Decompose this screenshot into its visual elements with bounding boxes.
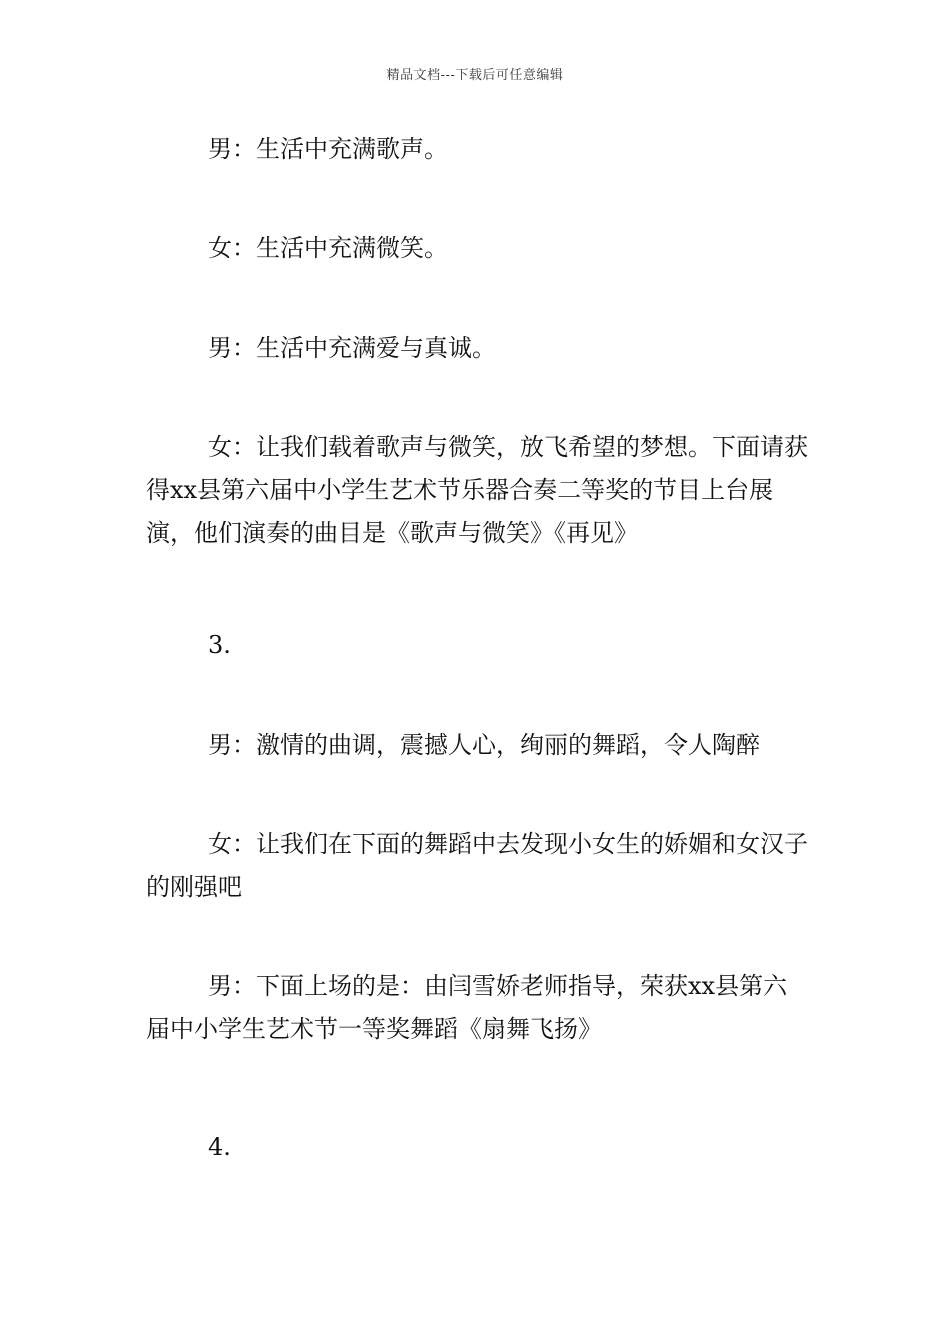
paragraph-5: 3. (208, 631, 231, 659)
paragraph-1: 男：生活中充满歌声。 (208, 135, 448, 163)
paragraph-6: 男：激情的曲调，震撼人心，绚丽的舞蹈，令人陶醉 (208, 731, 760, 759)
paragraph-2: 女：生活中充满微笑。 (208, 234, 448, 262)
paragraph-9: 4. (208, 1133, 231, 1161)
paragraph-4: 女：让我们载着歌声与微笑，放飞希望的梦想。下面请获得xx县第六届中小学生艺术节乐器合奏二等奖的节目上台展演，他们演奏的曲目是《歌声与微笑》《再见》 (146, 433, 808, 547)
paragraph-7: 女：让我们在下面的舞蹈中去发现小女生的娇媚和女汉子的刚强吧 (146, 830, 808, 901)
page-header: 精品文档---下载后可任意编辑 (386, 68, 564, 83)
paragraph-8: 男：下面上场的是：由闫雪娇老师指导，荣获xx县第六届中小学生艺术节一等奖舞蹈《扇舞飞扬》 (146, 972, 788, 1043)
paragraph-3: 男：生活中充满爱与真诚。 (208, 334, 496, 362)
